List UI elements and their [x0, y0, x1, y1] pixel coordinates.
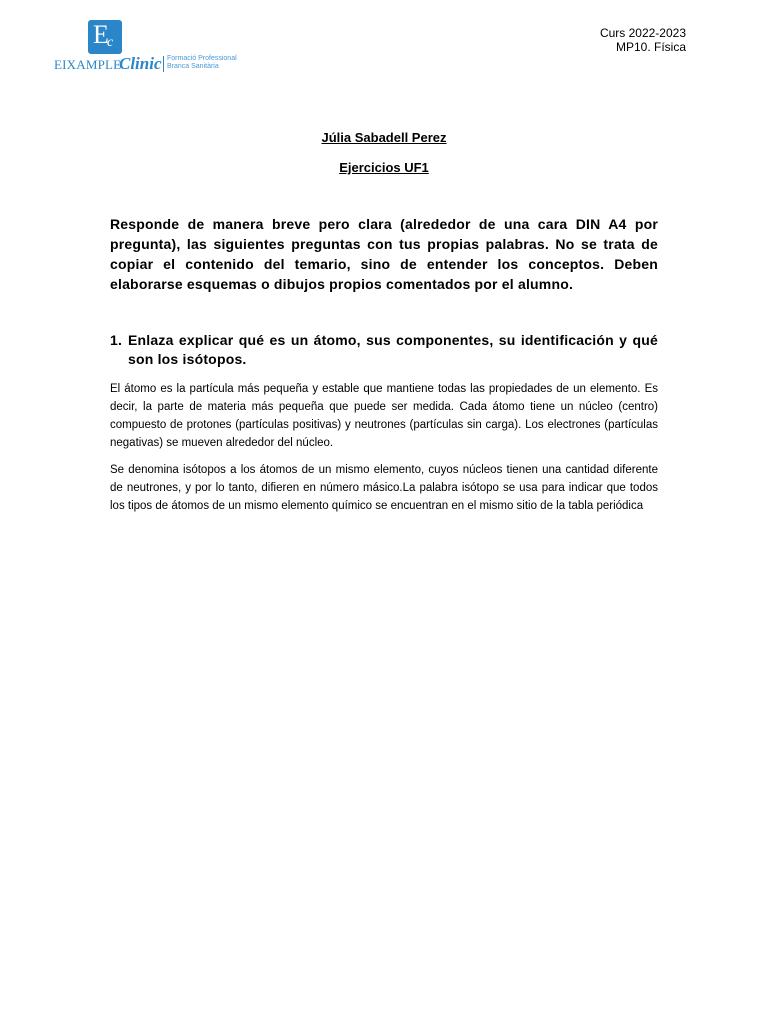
- instructions-paragraph: Responde de manera breve pero clara (alrededor de una cara DIN A4 por pregunta), las siguientes preguntas con tus propias palabras. No se trata de copiar el contenido del temario, sino de entender los conceptos. Deben elaborarse esquemas o dibujos propios comentados por el alumno.: [110, 216, 658, 292]
- answer-paragraph-atom: El átomo es la partícula más pequeña y estable que mantiene todas las propiedades de un elemento. Es decir, la parte de materia más pequeña que puede ser medida. Cada átomo tiene un núcleo (centro) compuesto de protones (partículas positivas) y neutrones (partículas sin carga). Los electrones (partículas negativas) se mueven alrededor del núcleo.: [110, 383, 658, 449]
- logo-word-clinic: Clinic: [119, 54, 162, 73]
- logo-tagline-line2: Branca Sanitària: [167, 63, 219, 70]
- header-info: [600, 26, 686, 54]
- question-number: 1.: [110, 332, 123, 348]
- module-name: MP10. Física: [615, 40, 686, 54]
- question-text: Enlaza explicar qué es un átomo, sus componentes, su identificación y qué son los isótopos.: [128, 332, 658, 367]
- course-year: Curs 2022-2023: [599, 26, 686, 40]
- document-title: Ejercicios UF1: [339, 160, 429, 175]
- question-1: [110, 331, 658, 369]
- eixample-clinic-logo: [54, 20, 254, 76]
- answer-paragraph-isotopes: Se denomina isótopos a los átomos de un mismo elemento, cuyos núcleos tienen una cantidad diferente de neutrones, y por lo tanto, difieren en número másico.La palabra isótopo se usa para indicar que todos los tipos de átomos de un mismo elemento químico se encuentran en el mismo sitio de la tabla periódica: [110, 464, 658, 512]
- logo-mark: [88, 20, 122, 54]
- logo-separator: [163, 56, 164, 72]
- logo-mark-subletter: c: [107, 35, 114, 50]
- logo-tagline-line1: Formació Professional: [167, 55, 237, 62]
- logo-word-eixample: EIXAMPLE: [54, 57, 122, 72]
- author-name: Júlia Sabadell Perez: [321, 130, 447, 145]
- logo-tagline: [167, 55, 237, 71]
- logo-mark-letter: E: [93, 20, 109, 49]
